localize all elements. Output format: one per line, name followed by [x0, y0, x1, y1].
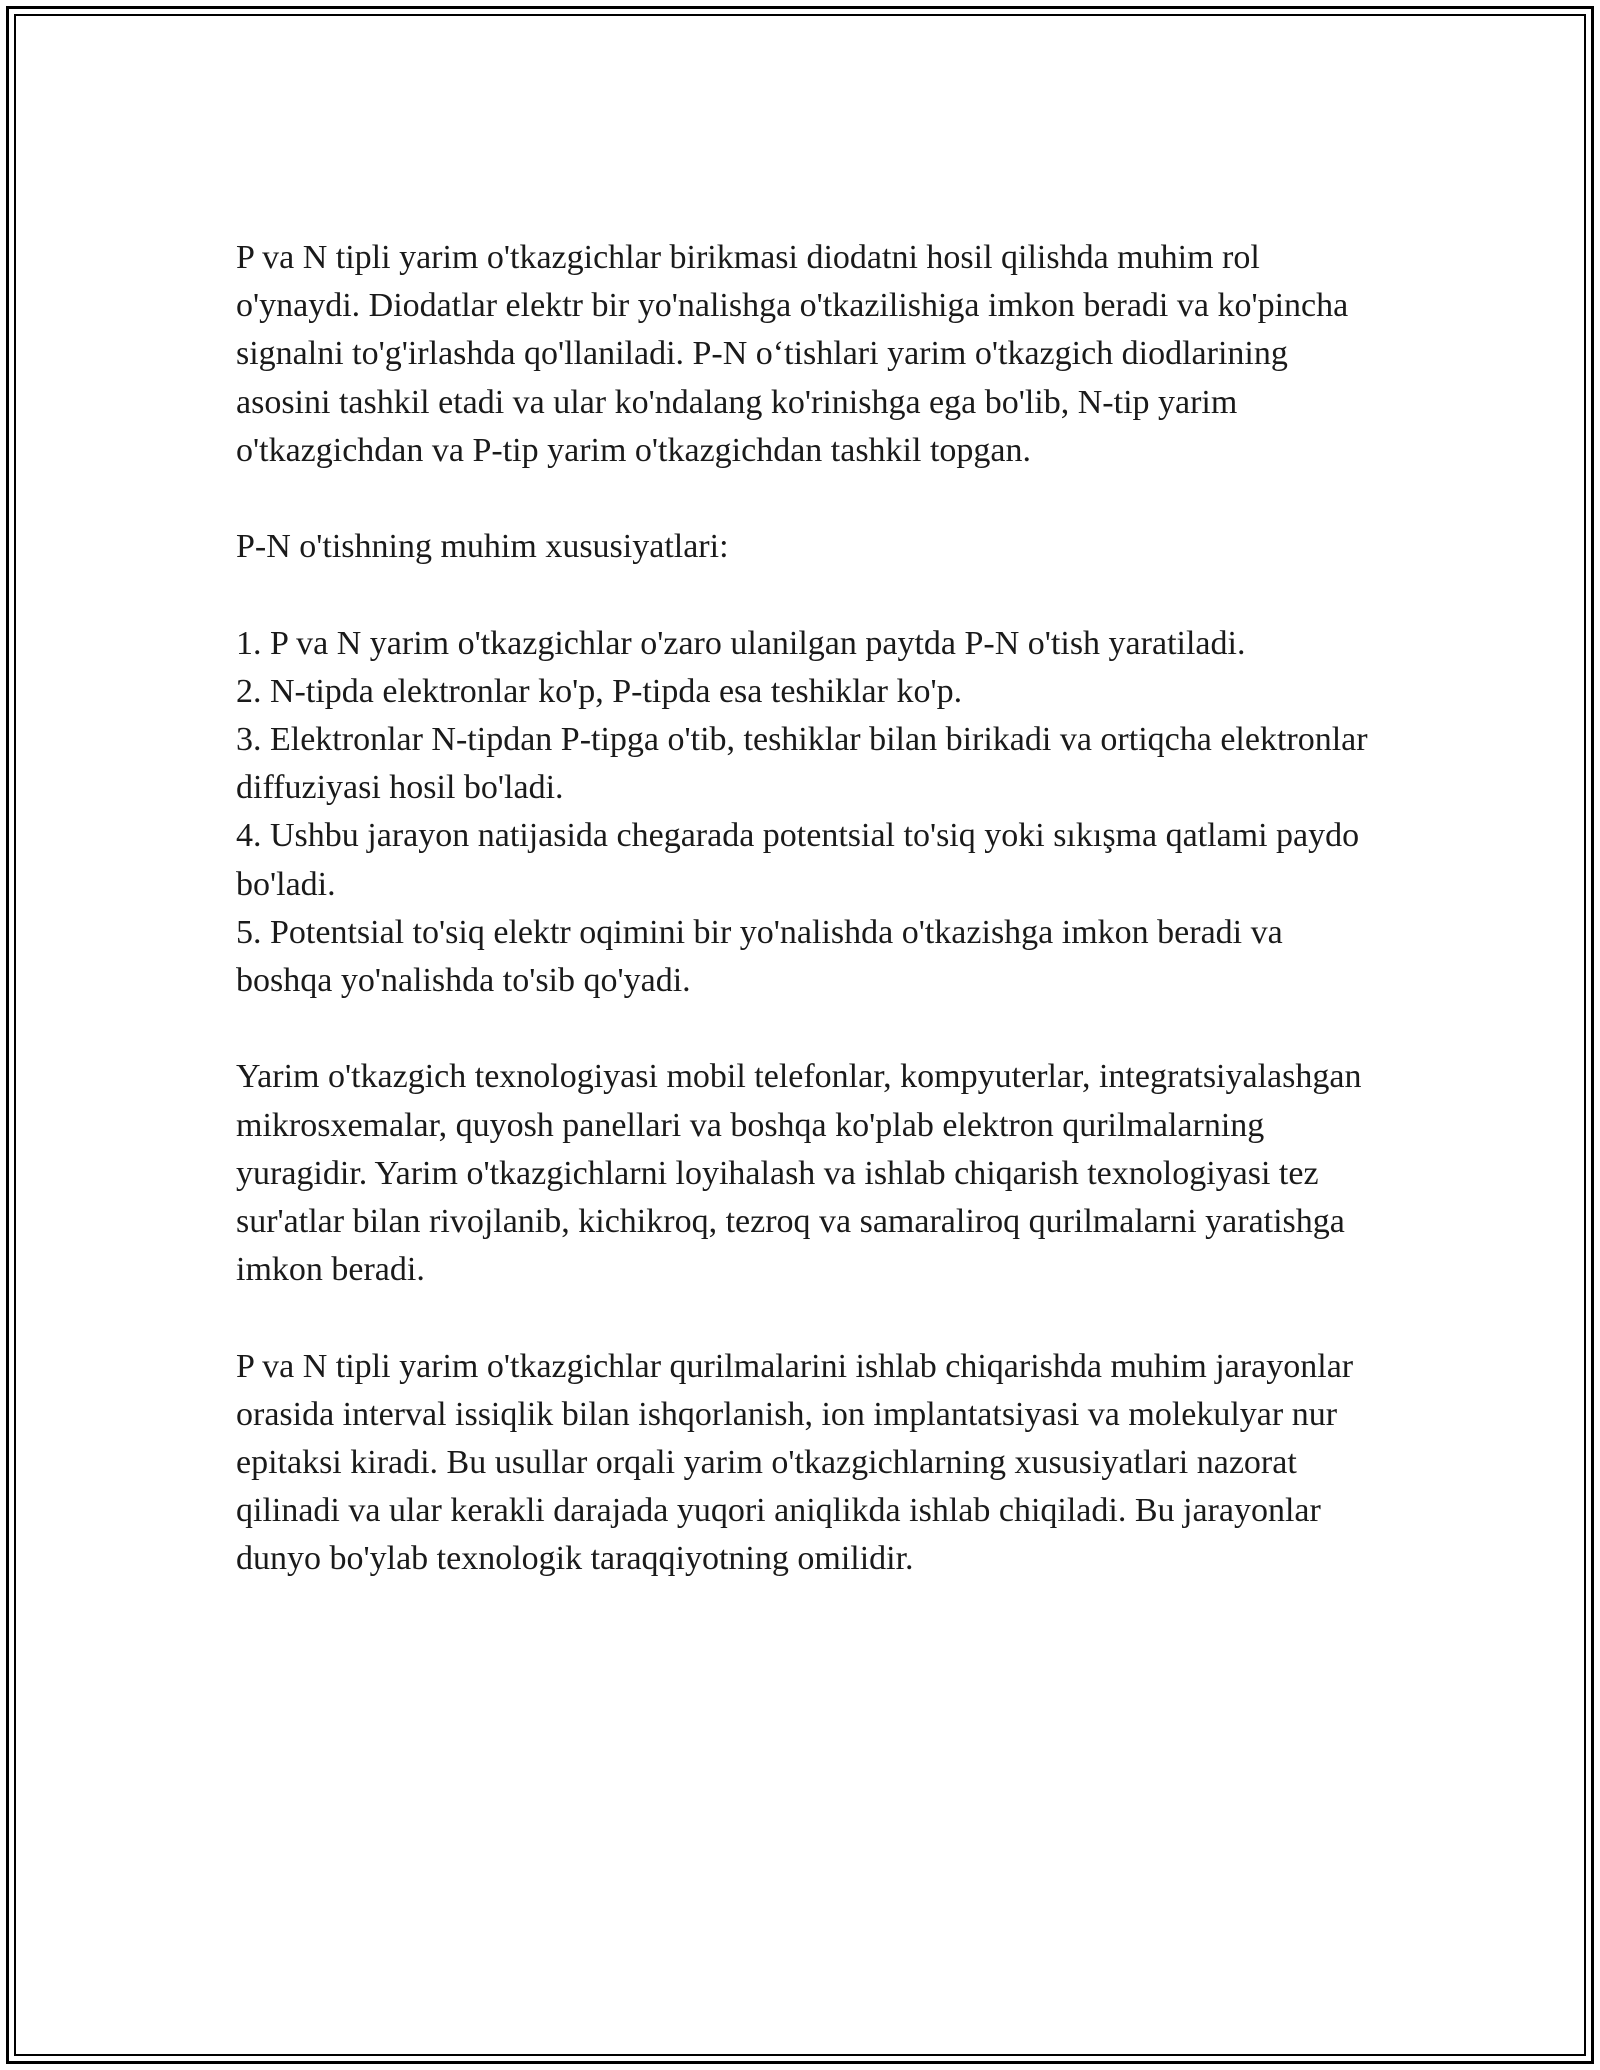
list-item: 1. P va N yarim o'tkazgichlar o'zaro ulanilgan paytda P-N o'tish yaratiladi. — [236, 624, 1246, 662]
list-heading: P-N o'tishning muhim xususiyatlari: — [236, 528, 729, 566]
list-item: 3. Elektronlar N-tipdan P-tipga o'tib, teshiklar bilan birikadi va ortiqcha elektronlar diffuziyasi hosil bo'ladi. — [236, 721, 1368, 807]
pn-junction-properties-list — [236, 620, 1376, 1006]
list-item: 5. Potentsial to'siq elektr oqimini bir yo'nalishda o'tkazishga imkon beradi va boshqa yo'nalishda to'sib qo'yadi. — [236, 913, 1283, 1000]
paragraph-semiconductor-technology: Yarim o'tkazgich texnologiyasi mobil telefonlar, kompyuterlar, integratsiyalashgan mikrosxemalar, quyosh panellari va boshqa ko'plab elektron qurilmalarning yuragidir. Yarim o'tkazgichlarni loyihalash va ishlab chiqarish texnologiyasi tez sur'atlar bilan rivojlanib, kichikroq, tezroq va samaraliroq qurilmalarni yaratishga imkon beradi. — [236, 1058, 1362, 1289]
paragraph-diode-intro: P va N tipli yarim o'tkazgichlar birikmasi diodatni hosil qilishda muhim rol o'ynaydi. Diodatlar elektr bir yo'nalishga o'tkazilishiga imkon beradi va ko'pincha signalni to'g'irlashda qo'llaniladi. P-N o‘tishlari yarim o'tkazgich diodlarining asosini tashkil etadi va ular ko'ndalang ko'rinishga ega bo'lib, N-tip yarim o'tkazgichdan va P-tip yarim o'tkazgichdan tashkil topgan. — [236, 239, 1349, 469]
list-item: 2. N-tipda elektronlar ko'p, P-tipda esa teshiklar ko'p. — [236, 672, 963, 710]
paragraph-manufacturing-processes: P va N tipli yarim o'tkazgichlar qurilmalarini ishlab chiqarishda muhim jarayonlar orasida interval issiqlik bilan ishqorlanish, ion implantatsiyasi va molekulyar nur epitaksi kiradi. Bu usullar orqali yarim o'tkazgichlarning xususiyatlari nazorat qilinadi va ular kerakli darajada yuqori aniqlikda ishlab chiqiladi. Bu jarayonlar dunyo bo'ylab texnologik taraqqiyotning omilidir. — [236, 1347, 1354, 1578]
list-item: 4. Ushbu jarayon natijasida chegarada potentsial to'siq yoki sıkışma qatlami paydo bo'ladi. — [236, 817, 1360, 903]
document-body — [236, 234, 1376, 1632]
